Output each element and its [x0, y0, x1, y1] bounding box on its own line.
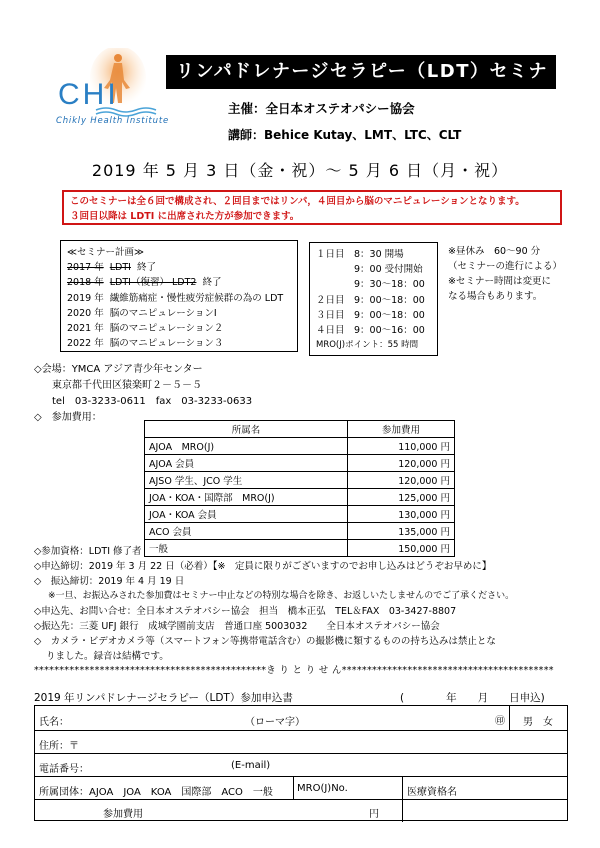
- plan-heading: ≪セミナー計画≫: [67, 247, 144, 258]
- schedule-notes: [448, 244, 578, 304]
- form-row-fee: [35, 800, 567, 822]
- table-row: ACO 会員 135,000 円: [145, 523, 455, 540]
- schedule-box: [309, 242, 438, 356]
- table-row: AJOA 会員 120,000 円: [145, 455, 455, 472]
- divider: [402, 777, 403, 799]
- table-header-row: [145, 421, 455, 438]
- bank: ◇振込先：三菱 UFJ 銀行 成城学園前支店 普通口座 5003032 全日本オステオパシー協会: [34, 621, 440, 632]
- refund-note: ※一旦、お振込みされた参加費はセミナー中止などの特別な場合を除き、お返しいたしませんのでご了承ください。: [48, 591, 515, 601]
- divider: [509, 706, 510, 730]
- plan-item: 2021 年 脳のマニピュレーション２: [67, 323, 224, 335]
- notice-line-2: ３回目以降は LDTI に出席された方が参加できます。: [70, 210, 300, 222]
- email-label: (E-mail): [231, 760, 271, 771]
- mro-points: MRO(J)ポイント：55 時間: [316, 340, 419, 351]
- seminar-date: 2019 年 5 月 3 日（金・祝）～ 5 月 6 日（月・祝）: [91, 161, 509, 180]
- table-row: JOA・KOA・国際部 MRO(J) 125,000 円: [145, 489, 455, 506]
- divider: [402, 800, 403, 822]
- form-row-name: [35, 706, 567, 731]
- form-row-phone: [35, 754, 567, 777]
- logo-letters: CHI: [58, 78, 119, 111]
- name-label: 氏名：: [39, 717, 69, 728]
- contact: ◇申込先、お問い合せ：全日本オステオパシー協会 担当 橋本正弘 TEL＆FAX 03-3427-8807: [34, 606, 457, 617]
- schedule-row: 9：00 受付開始: [316, 264, 423, 276]
- seminar-title: リンパドレナージセラピー（LDT）セミナー: [166, 55, 556, 89]
- plan-item: 2022 年 脳のマニピュレーション３: [67, 338, 224, 350]
- address-label: 住所：〒: [39, 741, 79, 752]
- logo-tagline: Chikly Health Institute: [56, 116, 170, 126]
- seminar-plan-box: [60, 240, 298, 352]
- application-form: [34, 705, 568, 821]
- form-row-affiliation: [35, 777, 567, 800]
- yen-label: 円: [369, 809, 379, 820]
- mro-label: MRO(J)No.: [297, 783, 348, 794]
- deadline: ◇申込締切：2019 年 3 月 22 日（必着）【※ 定員に限りがございますのでお申し込みはどうぞお早めに】: [34, 561, 492, 572]
- notice-box: [62, 190, 562, 225]
- plan-item: 2017 年 LDTI 終了: [67, 262, 157, 274]
- venue-label: ◇会場：YMCA アジア青少年センター: [34, 364, 203, 375]
- schedule-row: １日目 8：30 開場: [316, 249, 404, 260]
- medical-license-label: 医療資格名: [407, 787, 457, 798]
- table-row: AJOA MRO(J) 110,000 円: [145, 438, 455, 455]
- header-affiliation: 所属名: [145, 421, 348, 438]
- gender-field[interactable]: 男 女: [523, 717, 553, 728]
- divider: [293, 777, 294, 799]
- fees-table: [144, 420, 455, 557]
- phone-label: 電話番号：: [39, 764, 89, 775]
- organizer: 主催：全日本オステオパシー協会: [228, 101, 415, 116]
- schedule-row: ４日目 9：00～16：00: [316, 325, 425, 337]
- table-row: 一般 150,000 円: [145, 540, 455, 557]
- schedule-row: 9：30～18：00: [316, 279, 425, 291]
- fee-label: 参加費用: [103, 809, 143, 820]
- form-date-line: ( 年 月 日申込): [400, 692, 545, 704]
- lecturer: 講師：Behice Kutay、LMT、LTC、CLT: [228, 128, 462, 142]
- note-line: なる場合もあります。: [448, 291, 543, 302]
- fees-label: ◇ 参加費用：: [34, 412, 102, 423]
- note-line: ※昼休み 60～90 分: [448, 246, 541, 257]
- schedule-row: ３日目 9：00～18：00: [316, 309, 425, 321]
- camera-note-1: ◇ カメラ・ビデオカメラ等（スマートフォン等携帯電話含む）の撮影機に類するものの持ち込みは禁止とな: [34, 636, 496, 647]
- plan-item: 2018 年 LDTI（復習） LDT2 終了: [67, 277, 222, 289]
- affiliation-label: 所属団体：AJOA JOA KOA 国際部 ACO 一般: [39, 787, 273, 798]
- note-line: ※セミナー時間は変更に: [448, 276, 551, 287]
- form-row-address: [35, 731, 567, 754]
- header-fee: 参加費用: [348, 421, 455, 438]
- table-row: JOA・KOA 会員 130,000 円: [145, 506, 455, 523]
- venue-phone: tel 03-3233-0611 fax 03-3233-0633: [52, 396, 253, 407]
- plan-item: 2020 年 脳のマニピュレーションⅠ: [67, 307, 217, 319]
- note-line: （セミナーの進行による）: [448, 261, 563, 272]
- plan-item: 2019 年 繊維筋痛症・慢性疲労症候群の為の LDT: [67, 292, 284, 304]
- qualification: ◇参加資格：LDTI 修了者: [34, 546, 142, 557]
- seal-mark: ㊞: [495, 716, 505, 727]
- venue-address: 東京都千代田区猿楽町２－５－５: [52, 380, 202, 391]
- form-heading: 2019 年リンパドレナージセラピー（LDT）参加申込書: [34, 692, 293, 704]
- cut-line: **********************************************き り と り せ ん******************************************: [34, 665, 554, 676]
- notice-line-1: このセミナーは全６回で構成され、２回目まではリンパ，４回目から脳のマニピュレーションとなります。: [70, 196, 525, 207]
- transfer-deadline: ◇ 振込締切：2019 年 4 月 19 日: [34, 576, 185, 587]
- table-row: AJSO 学生、JCO 学生 120,000 円: [145, 472, 455, 489]
- schedule-row: ２日目 9：00～18：00: [316, 294, 425, 306]
- camera-note-2: りました。録音は結構です。: [46, 651, 169, 662]
- romaji-label: （ローマ字）: [245, 717, 305, 728]
